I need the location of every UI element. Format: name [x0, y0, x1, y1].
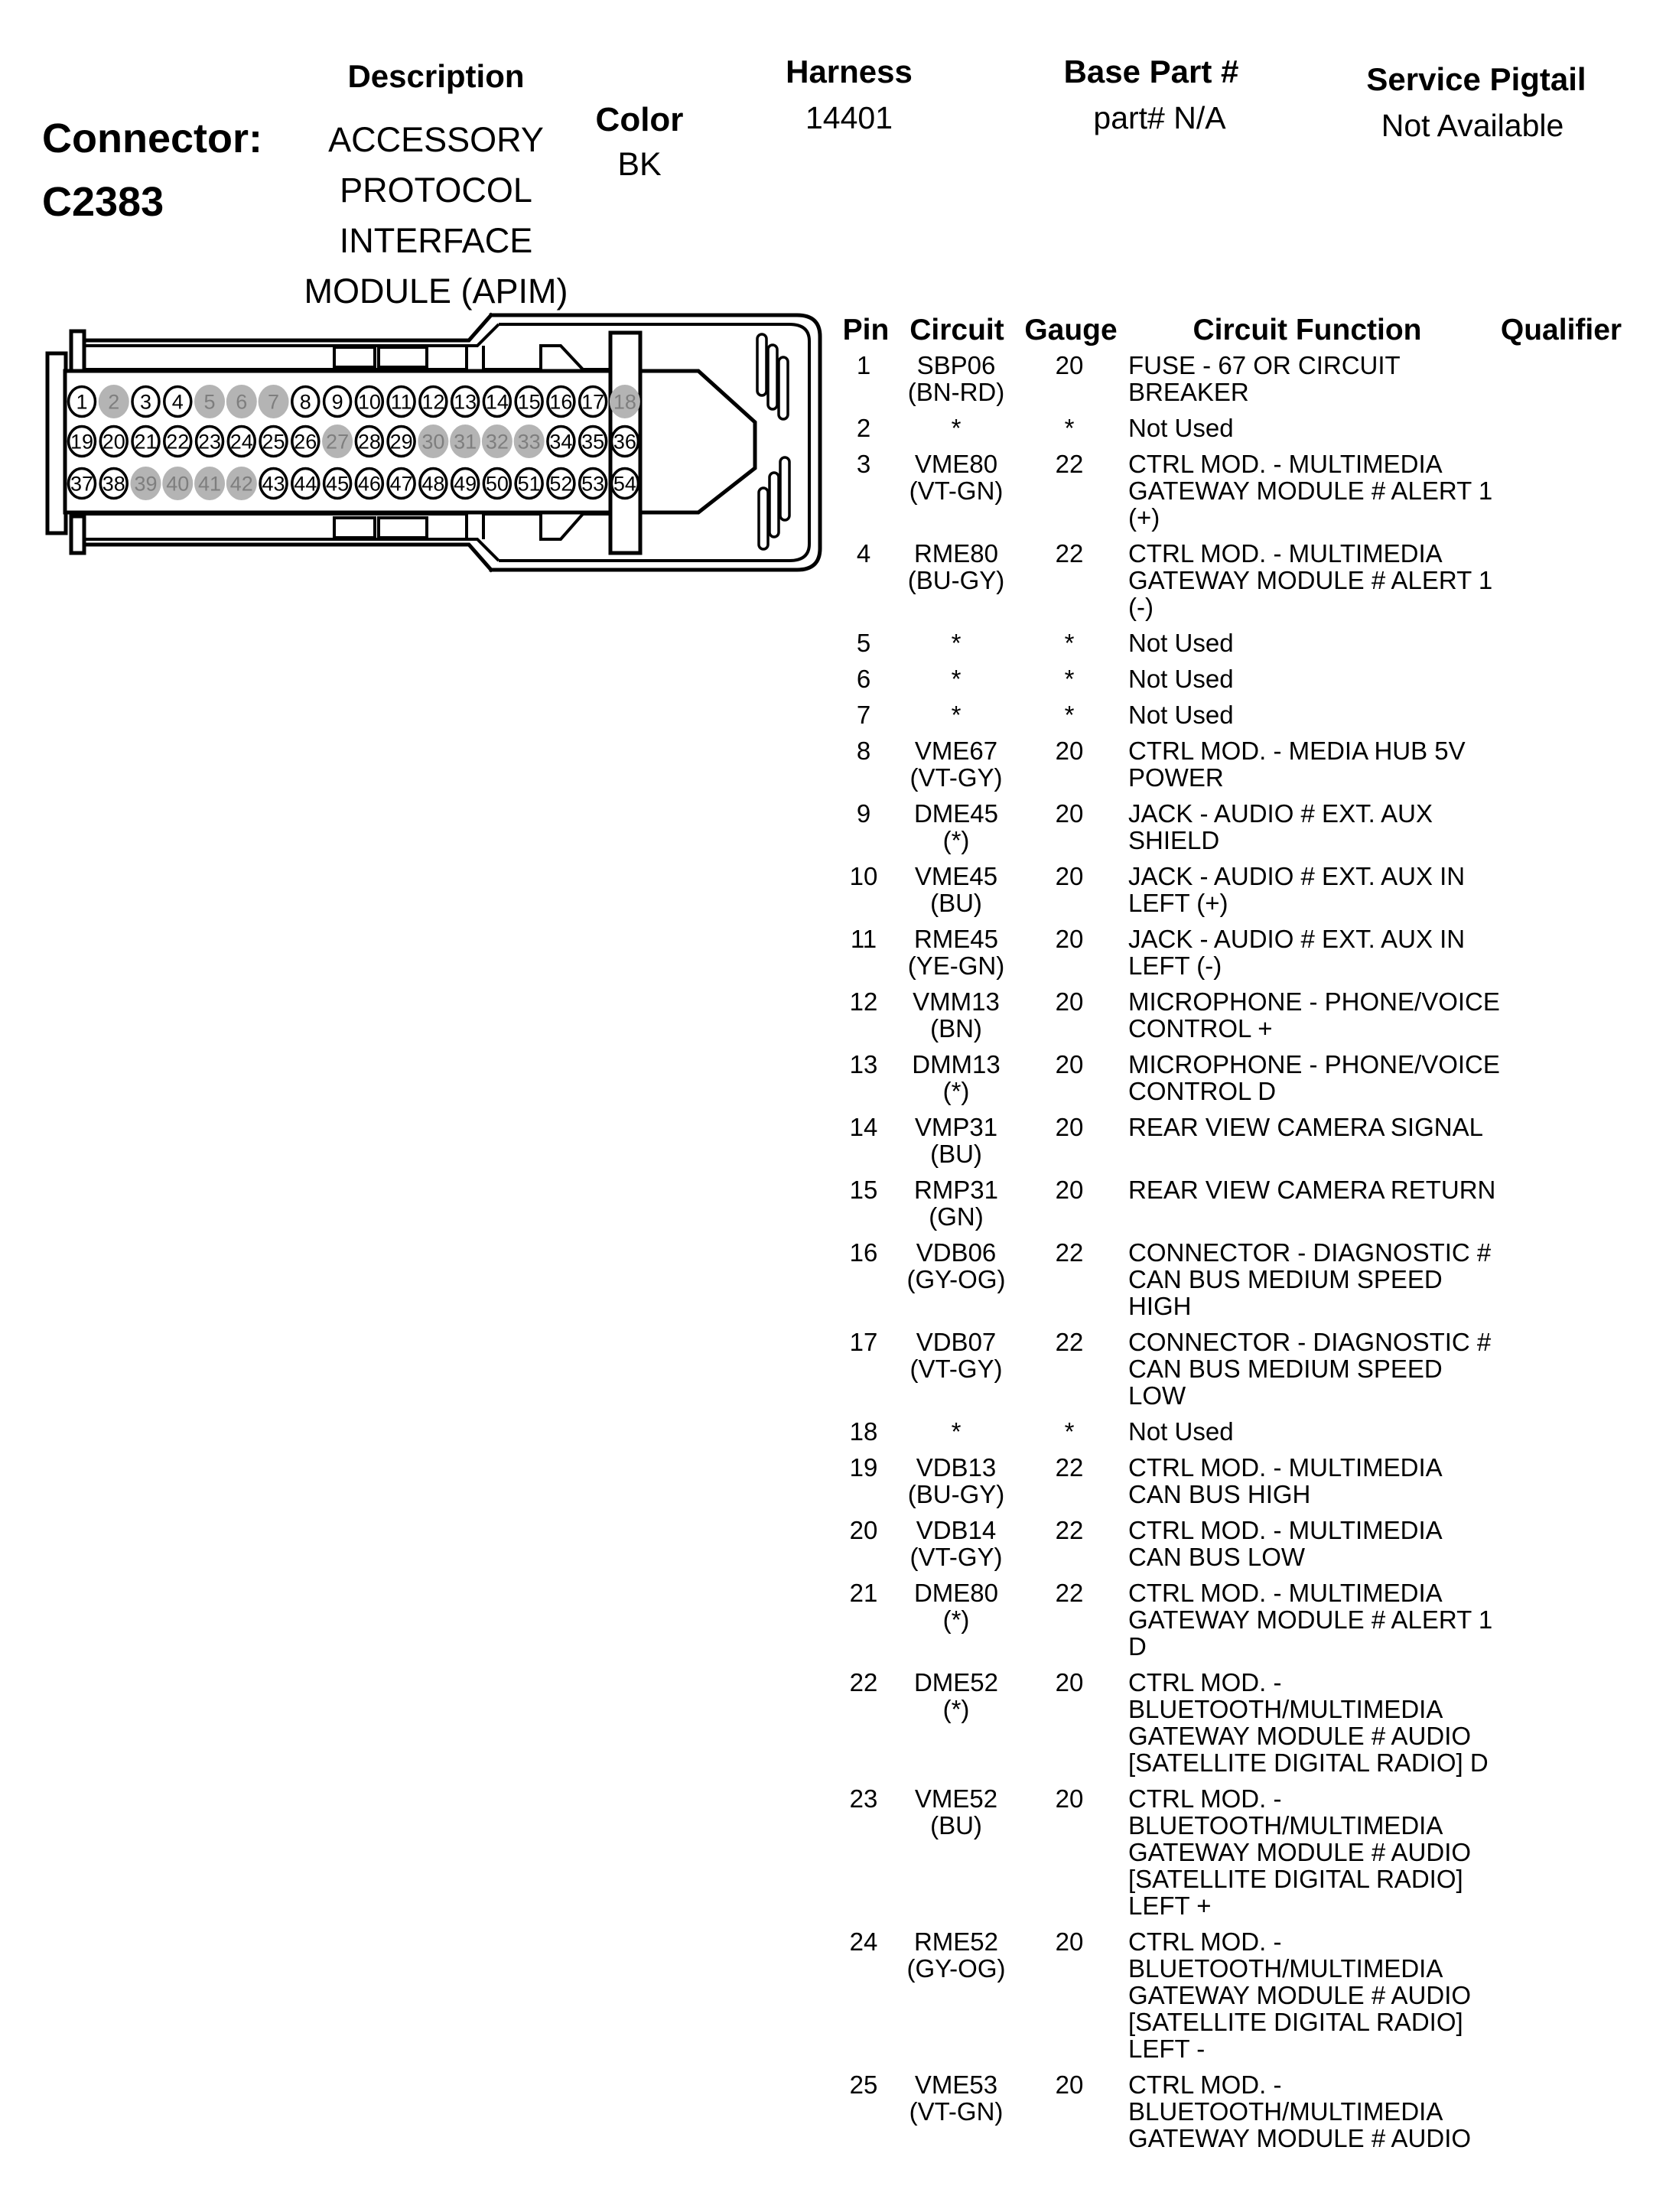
- circuit-cell: *: [951, 665, 962, 693]
- pin-number-33: 33: [517, 430, 541, 454]
- circuit-cell: VDB07 (VT-GY): [909, 1328, 1003, 1383]
- gauge-cell: 22: [1055, 539, 1084, 568]
- pin-number-17: 17: [581, 390, 605, 414]
- gauge-cell: *: [1064, 629, 1075, 657]
- pin-cell: 10: [849, 862, 878, 890]
- description-label: Description: [347, 58, 525, 94]
- table-row-pin-21: [0, 1579, 1666, 1660]
- pin-number-47: 47: [389, 472, 413, 496]
- pin-number-6: 6: [236, 390, 248, 414]
- gauge-cell: 22: [1055, 1516, 1084, 1544]
- pin-number-20: 20: [102, 430, 125, 454]
- table-row-pin-7: [0, 701, 1666, 728]
- gauge-cell: 20: [1055, 1176, 1084, 1204]
- pin-number-54: 54: [613, 472, 636, 496]
- pin-cell: 19: [849, 1453, 878, 1482]
- gauge-cell: 20: [1055, 1113, 1084, 1141]
- pin-number-11: 11: [390, 390, 412, 414]
- table-row-pin-3: [0, 451, 1666, 531]
- table-row-pin-5: [0, 629, 1666, 656]
- pin-number-2: 2: [108, 390, 120, 414]
- column-header-circuit: Circuit: [909, 314, 1004, 346]
- pin-number-1: 1: [76, 390, 88, 414]
- service-pigtail-value: Not Available: [1381, 108, 1564, 143]
- table-row-pin-17: [0, 1329, 1666, 1409]
- gauge-cell: 20: [1055, 737, 1084, 765]
- gauge-cell: *: [1064, 414, 1075, 442]
- circuit-function-cell: CTRL MOD. - BLUETOOTH/MULTIMEDIA GATEWAY MODULE # AUDIO [SATELLITE DIGITAL RADIO] LEFT -: [1128, 1927, 1472, 2063]
- table-row-pin-9: [0, 800, 1666, 854]
- pin-number-35: 35: [581, 430, 605, 454]
- pin-cell: 24: [849, 1927, 878, 1956]
- pin-number-34: 34: [549, 430, 573, 454]
- pin-number-15: 15: [517, 390, 541, 414]
- circuit-function-cell: CTRL MOD. - MULTIMEDIA GATEWAY MODULE # ALERT 1 D: [1128, 1579, 1493, 1661]
- pin-number-9: 9: [331, 390, 343, 414]
- pin-number-51: 51: [517, 472, 541, 496]
- circuit-function-cell: CTRL MOD. - BLUETOOTH/MULTIMEDIA GATEWAY MODULE # AUDIO: [1128, 2070, 1472, 2152]
- table-row-pin-11: [0, 925, 1666, 979]
- gauge-cell: 22: [1055, 1328, 1084, 1356]
- gauge-cell: *: [1064, 1417, 1075, 1446]
- circuit-cell: RME80 (BU-GY): [907, 539, 1005, 594]
- gauge-cell: 20: [1055, 925, 1084, 953]
- pin-cell: 7: [856, 701, 871, 729]
- circuit-cell: RMP31 (GN): [913, 1176, 999, 1231]
- pin-number-13: 13: [454, 390, 477, 414]
- pin-number-43: 43: [262, 472, 285, 496]
- pin-number-38: 38: [102, 472, 125, 496]
- column-header-circuit-function: Circuit Function: [1193, 314, 1422, 346]
- pin-cell: 23: [849, 1784, 878, 1813]
- circuit-function-cell: JACK - AUDIO # EXT. AUX IN LEFT (+): [1128, 862, 1466, 917]
- pin-number-50: 50: [485, 472, 509, 496]
- connector-id: C2383: [42, 179, 164, 225]
- circuit-cell: DMM13 (*): [912, 1050, 1001, 1105]
- pin-number-5: 5: [203, 390, 216, 414]
- pin-cell: 6: [856, 665, 871, 693]
- pin-number-18: 18: [613, 390, 636, 414]
- pin-number-24: 24: [229, 430, 253, 454]
- circuit-function-cell: CONNECTOR - DIAGNOSTIC # CAN BUS MEDIUM SPEED LOW: [1128, 1328, 1492, 1410]
- base-part-value: part# N/A: [1093, 100, 1226, 135]
- table-row-pin-4: [0, 540, 1666, 620]
- circuit-function-cell: JACK - AUDIO # EXT. AUX IN LEFT (-): [1128, 925, 1466, 980]
- table-row-pin-18: [0, 1418, 1666, 1445]
- circuit-cell: DME80 (*): [913, 1579, 999, 1634]
- pin-number-30: 30: [421, 430, 445, 454]
- pin-number-7: 7: [268, 390, 280, 414]
- pin-number-14: 14: [485, 390, 509, 414]
- circuit-function-cell: CONNECTOR - DIAGNOSTIC # CAN BUS MEDIUM SPEED HIGH: [1128, 1238, 1492, 1320]
- circuit-function-cell: MICROPHONE - PHONE/VOICE CONTROL +: [1128, 987, 1500, 1043]
- pin-number-37: 37: [70, 472, 94, 496]
- pin-number-52: 52: [549, 472, 573, 496]
- pin-cell: 25: [849, 2070, 878, 2099]
- gauge-cell: 20: [1055, 799, 1084, 828]
- circuit-cell: VME67 (VT-GY): [909, 737, 1003, 792]
- pin-cell: 9: [856, 799, 871, 828]
- pin-number-28: 28: [357, 430, 381, 454]
- circuit-function-cell: JACK - AUDIO # EXT. AUX SHIELD: [1128, 799, 1433, 854]
- color-value: BK: [617, 146, 662, 183]
- circuit-cell: DME45 (*): [913, 799, 999, 854]
- circuit-cell: *: [951, 414, 962, 442]
- gauge-cell: 22: [1055, 450, 1084, 478]
- pin-number-49: 49: [454, 472, 477, 496]
- circuit-function-cell: CTRL MOD. - MULTIMEDIA CAN BUS LOW: [1128, 1516, 1443, 1571]
- circuit-function-cell: MICROPHONE - PHONE/VOICE CONTROL D: [1128, 1050, 1500, 1105]
- gauge-cell: 20: [1055, 1668, 1084, 1696]
- base-part-label: Base Part #: [1063, 54, 1239, 89]
- pin-number-41: 41: [198, 472, 222, 496]
- connector-label: Connector:: [42, 115, 262, 161]
- gauge-cell: 20: [1055, 1050, 1084, 1078]
- table-row-pin-23: [0, 1785, 1666, 1919]
- table-row-pin-13: [0, 1051, 1666, 1104]
- pin-number-48: 48: [421, 472, 445, 496]
- gauge-cell: *: [1064, 665, 1075, 693]
- table-row-pin-12: [0, 988, 1666, 1042]
- pin-number-3: 3: [140, 390, 152, 414]
- circuit-cell: *: [951, 701, 962, 729]
- circuit-cell: VME52 (BU): [914, 1784, 998, 1840]
- pin-number-45: 45: [326, 472, 350, 496]
- pin-number-4: 4: [171, 390, 184, 414]
- circuit-cell: *: [951, 629, 962, 657]
- table-row-pin-19: [0, 1454, 1666, 1508]
- table-row-pin-10: [0, 863, 1666, 916]
- gauge-cell: 22: [1055, 1238, 1084, 1267]
- table-row-pin-14: [0, 1114, 1666, 1167]
- pinout-table: [0, 352, 1666, 2161]
- gauge-cell: 20: [1055, 351, 1084, 379]
- circuit-function-cell: CTRL MOD. - BLUETOOTH/MULTIMEDIA GATEWAY MODULE # AUDIO [SATELLITE DIGITAL RADIO] LEFT +: [1128, 1784, 1472, 1920]
- pin-number-25: 25: [262, 430, 285, 454]
- pin-cell: 5: [856, 629, 871, 657]
- circuit-function-cell: CTRL MOD. - BLUETOOTH/MULTIMEDIA GATEWAY MODULE # AUDIO [SATELLITE DIGITAL RADIO] D: [1128, 1668, 1489, 1777]
- circuit-function-cell: CTRL MOD. - MULTIMEDIA GATEWAY MODULE # ALERT 1 (-): [1128, 539, 1493, 621]
- pin-number-23: 23: [198, 430, 222, 454]
- gauge-cell: *: [1064, 701, 1075, 729]
- circuit-cell: VDB14 (VT-GY): [909, 1516, 1003, 1571]
- pin-cell: 22: [849, 1668, 878, 1696]
- pin-cell: 17: [849, 1328, 878, 1356]
- pin-number-46: 46: [357, 472, 381, 496]
- pin-cell: 1: [856, 351, 871, 379]
- upper-band-outer-line: [84, 315, 491, 340]
- pin-number-12: 12: [421, 390, 445, 414]
- pin-number-8: 8: [299, 390, 311, 414]
- pin-number-53: 53: [581, 472, 605, 496]
- pin-cell: 16: [849, 1238, 878, 1267]
- column-header-gauge: Gauge: [1024, 314, 1118, 346]
- pin-number-31: 31: [454, 430, 477, 454]
- table-row-pin-6: [0, 665, 1666, 692]
- pin-cell: 3: [856, 450, 871, 478]
- pin-number-21: 21: [134, 430, 158, 454]
- circuit-cell: VMM13 (BN): [913, 987, 1000, 1043]
- pin-number-16: 16: [549, 390, 573, 414]
- upper-band-inner-line: [84, 324, 499, 346]
- pin-number-19: 19: [70, 430, 94, 454]
- table-row-pin-2: [0, 415, 1666, 441]
- circuit-cell: *: [951, 1417, 962, 1446]
- circuit-function-cell: Not Used: [1128, 414, 1234, 442]
- table-row-pin-1: [0, 352, 1666, 405]
- harness-label: Harness: [786, 54, 913, 89]
- pin-cell: 12: [849, 987, 878, 1016]
- gauge-cell: 20: [1055, 1784, 1084, 1813]
- pin-cell: 18: [849, 1417, 878, 1446]
- circuit-cell: VME53 (VT-GN): [909, 2070, 1004, 2126]
- gauge-cell: 20: [1055, 2070, 1084, 2099]
- description-value: ACCESSORY PROTOCOL INTERFACE MODULE (APIM): [304, 120, 568, 311]
- pin-cell: 20: [849, 1516, 878, 1544]
- table-row-pin-25: [0, 2071, 1666, 2152]
- pin-number-29: 29: [389, 430, 413, 454]
- circuit-cell: SBP06 (BN-RD): [907, 351, 1005, 406]
- pin-number-42: 42: [229, 472, 253, 496]
- pin-cell: 21: [849, 1579, 878, 1607]
- table-row-pin-20: [0, 1517, 1666, 1570]
- column-header-qualifier: Qualifier: [1500, 314, 1622, 346]
- circuit-function-cell: REAR VIEW CAMERA SIGNAL: [1128, 1113, 1483, 1141]
- pin-cell: 14: [849, 1113, 878, 1141]
- pin-cell: 4: [856, 539, 871, 568]
- circuit-cell: VME80 (VT-GN): [909, 450, 1004, 505]
- gauge-cell: 22: [1055, 1453, 1084, 1482]
- circuit-function-cell: Not Used: [1128, 629, 1234, 657]
- gauge-cell: 20: [1055, 987, 1084, 1016]
- table-row-pin-24: [0, 1928, 1666, 2062]
- table-row-pin-15: [0, 1176, 1666, 1230]
- circuit-cell: RME52 (GY-OG): [906, 1927, 1006, 1983]
- pin-number-40: 40: [166, 472, 190, 496]
- pin-cell: 15: [849, 1176, 878, 1204]
- column-header-pin: Pin: [842, 314, 890, 346]
- gauge-cell: 20: [1055, 1927, 1084, 1956]
- table-row-pin-16: [0, 1239, 1666, 1319]
- service-pigtail-label: Service Pigtail: [1366, 61, 1586, 97]
- harness-value: 14401: [805, 100, 893, 135]
- pin-number-27: 27: [326, 430, 350, 454]
- gauge-cell: 20: [1055, 862, 1084, 890]
- circuit-function-cell: CTRL MOD. - MULTIMEDIA CAN BUS HIGH: [1128, 1453, 1443, 1508]
- circuit-function-cell: Not Used: [1128, 1417, 1234, 1446]
- circuit-function-cell: FUSE - 67 OR CIRCUIT BREAKER: [1128, 351, 1401, 406]
- pin-number-44: 44: [294, 472, 317, 496]
- circuit-cell: DME52 (*): [913, 1668, 999, 1723]
- table-row-pin-8: [0, 737, 1666, 791]
- pin-number-26: 26: [294, 430, 317, 454]
- circuit-function-cell: CTRL MOD. - MEDIA HUB 5V POWER: [1128, 737, 1466, 792]
- circuit-function-cell: REAR VIEW CAMERA RETURN: [1128, 1176, 1496, 1204]
- pin-number-36: 36: [613, 430, 636, 454]
- circuit-cell: VDB06 (GY-OG): [906, 1238, 1006, 1293]
- circuit-function-cell: Not Used: [1128, 701, 1234, 729]
- circuit-cell: VME45 (BU): [914, 862, 998, 917]
- table-row-pin-22: [0, 1669, 1666, 1776]
- pin-number-22: 22: [166, 430, 190, 454]
- circuit-function-cell: CTRL MOD. - MULTIMEDIA GATEWAY MODULE # ALERT 1 (+): [1128, 450, 1493, 532]
- pin-number-10: 10: [357, 390, 381, 414]
- circuit-cell: VMP31 (BU): [914, 1113, 998, 1168]
- pin-cell: 2: [856, 414, 871, 442]
- pin-cell: 13: [849, 1050, 878, 1078]
- pin-number-39: 39: [134, 472, 158, 496]
- circuit-cell: VDB13 (BU-GY): [907, 1453, 1005, 1508]
- pin-cell: 8: [856, 737, 871, 765]
- circuit-function-cell: Not Used: [1128, 665, 1234, 693]
- pin-number-32: 32: [485, 430, 509, 454]
- gauge-cell: 22: [1055, 1579, 1084, 1607]
- circuit-cell: RME45 (YE-GN): [907, 925, 1005, 980]
- color-label: Color: [595, 101, 684, 138]
- pin-cell: 11: [850, 925, 877, 953]
